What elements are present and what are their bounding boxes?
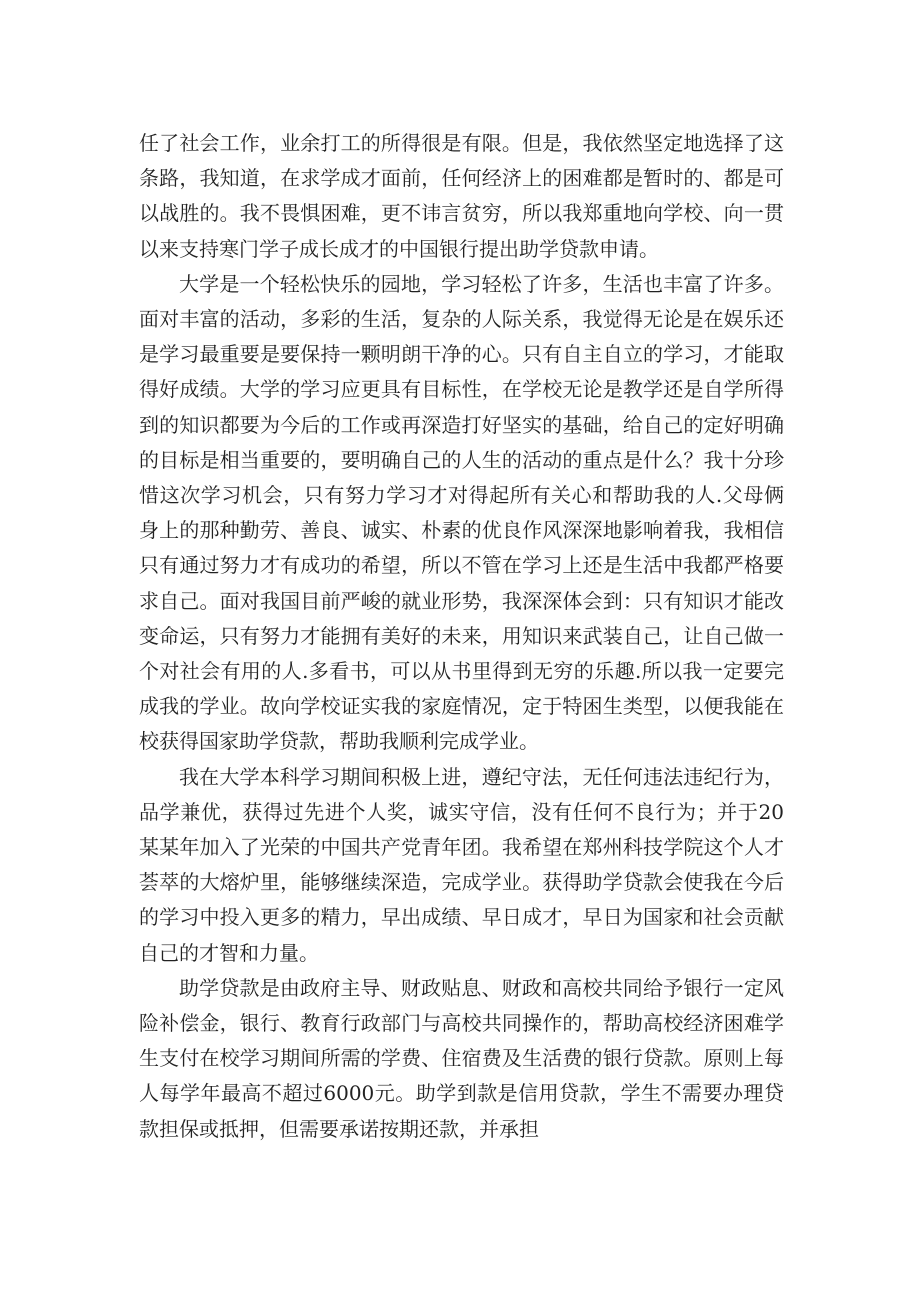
document-body: [139, 126, 784, 1147]
paragraph-continuation: 任了社会工作，业余打工的所得很是有限。但是，我依然坚定地选择了这条路，我知道，在求学成才面前，任何经济上的困难都是暂时的、都是可以战胜的。我不畏惧困难，更不讳言贫穷，所以我郑重地向学校、向一贯以来支持寒门学子成长成才的中国银行提出助学贷款申请。: [139, 131, 784, 261]
paragraph-loan-description: 助学贷款是由政府主导、财政贴息、财政和高校共同给予银行一定风险补偿金，银行、教育行政部门与高校共同操作的，帮助高校经济困难学生支付在校学习期间所需的学费、住宿费及生活费的银行贷款。原则上每人每学年最高不超过6000元。助学到款是信用贷款，学生不需要办理贷款担保或抵押，但需要承诺按期还款，并承担: [139, 975, 784, 1141]
paragraph-personal-record: 我在大学本科学习期间积极上进，遵纪守法，无任何违法违纪行为，品学兼优，获得过先进个人奖，诚实守信，没有任何不良行为；并于20某某年加入了光荣的中国共产党青年团。我希望在郑州科技学院这个人才荟萃的大熔炉里，能够继续深造，完成学业。获得助学贷款会使我在今后的学习中投入更多的精力，早出成绩、早日成才，早日为国家和社会贡献自己的才智和力量。: [139, 764, 784, 965]
paragraph-university-life: 大学是一个轻松快乐的园地，学习轻松了许多，生活也丰富了许多。面对丰富的活动，多彩的生活，复杂的人际关系，我觉得无论是在娱乐还是学习最重要是要保持一颗明朗干净的心。只有自主自立的学习，才能取得好成绩。大学的学习应更具有目标性，在学校无论是教学还是自学所得到的知识都要为今后的工作或再深造打好坚实的基础，给自己的定好明确的目标是相当重要的，要明确自己的人生的活动的重点是什么？我十分珍惜这次学习机会，只有努力学习才对得起所有关心和帮助我的人.父母俩身上的那种勤劳、善良、诚实、朴素的优良作风深深地影响着我，我相信只有通过努力才有成功的希望，所以不管在学习上还是生活中我都严格要求自己。面对我国目前严峻的就业形势，我深深体会到：只有知识才能改变命运，只有努力才能拥有美好的未来，用知识来武装自己，让自己做一个对社会有用的人.多看书，可以从书里得到无穷的乐趣.所以我一定要完成我的学业。故向学校证实我的家庭情况，定于特困生类型，以便我能在校获得国家助学贷款，帮助我顺利完成学业。: [139, 271, 784, 754]
